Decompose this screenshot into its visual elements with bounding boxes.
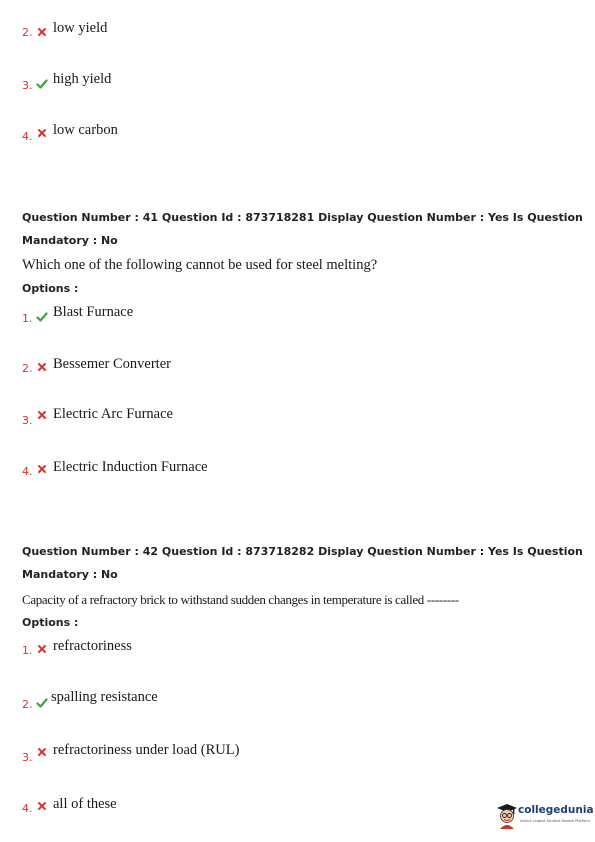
option-number: 2. (22, 362, 33, 375)
mandatory-label: Mandatory : No (22, 234, 118, 247)
option-text: refractoriness (53, 638, 132, 654)
option-text: refractoriness under load (RUL) (53, 742, 240, 758)
question-text: Which one of the following cannot be used for steel melting? (22, 257, 378, 273)
option-number: 2. (22, 26, 33, 39)
option-number: 4. (22, 802, 33, 815)
option-number: 3. (22, 414, 33, 427)
options-label: Options : (22, 616, 79, 629)
cross-icon (36, 746, 48, 758)
logo-wordmark: collegedunia (518, 804, 594, 816)
option-text: Bessemer Converter (53, 356, 171, 372)
check-icon (36, 697, 48, 709)
option-text: high yield (53, 71, 112, 87)
option-number: 2. (22, 698, 33, 711)
cross-icon (36, 409, 48, 421)
check-icon (36, 311, 48, 323)
option-number: 4. (22, 465, 33, 478)
option-number: 3. (22, 751, 33, 764)
cross-icon (36, 26, 48, 38)
option-number: 1. (22, 644, 33, 657)
mandatory-label: Mandatory : No (22, 568, 118, 581)
cross-icon (36, 361, 48, 373)
option-text: low yield (53, 20, 108, 36)
option-text: Electric Induction Furnace (53, 459, 208, 475)
option-text: low carbon (53, 122, 118, 138)
cross-icon (36, 800, 48, 812)
cross-icon (36, 463, 48, 475)
question-header: Question Number : 41 Question Id : 873718281 Display Question Number : Yes Is Question (22, 211, 583, 224)
check-icon (36, 78, 48, 90)
logo-tagline: India's Largest Student Review Platform (520, 819, 590, 823)
option-number: 4. (22, 130, 33, 143)
option-text: all of these (53, 796, 117, 812)
option-text: spalling resistance (51, 689, 158, 705)
graduate-mascot-icon (496, 802, 518, 835)
options-label: Options : (22, 282, 79, 295)
option-text: Electric Arc Furnace (53, 406, 173, 422)
collegedunia-logo (496, 800, 594, 832)
option-number: 3. (22, 79, 33, 92)
question-text: Capacity of a refractory brick to withstand sudden changes in temperature is called -------- (22, 592, 459, 607)
cross-icon (36, 643, 48, 655)
question-header: Question Number : 42 Question Id : 873718282 Display Question Number : Yes Is Question (22, 545, 583, 558)
cross-icon (36, 127, 48, 139)
option-number: 1. (22, 312, 33, 325)
option-text: Blast Furnace (53, 304, 134, 320)
